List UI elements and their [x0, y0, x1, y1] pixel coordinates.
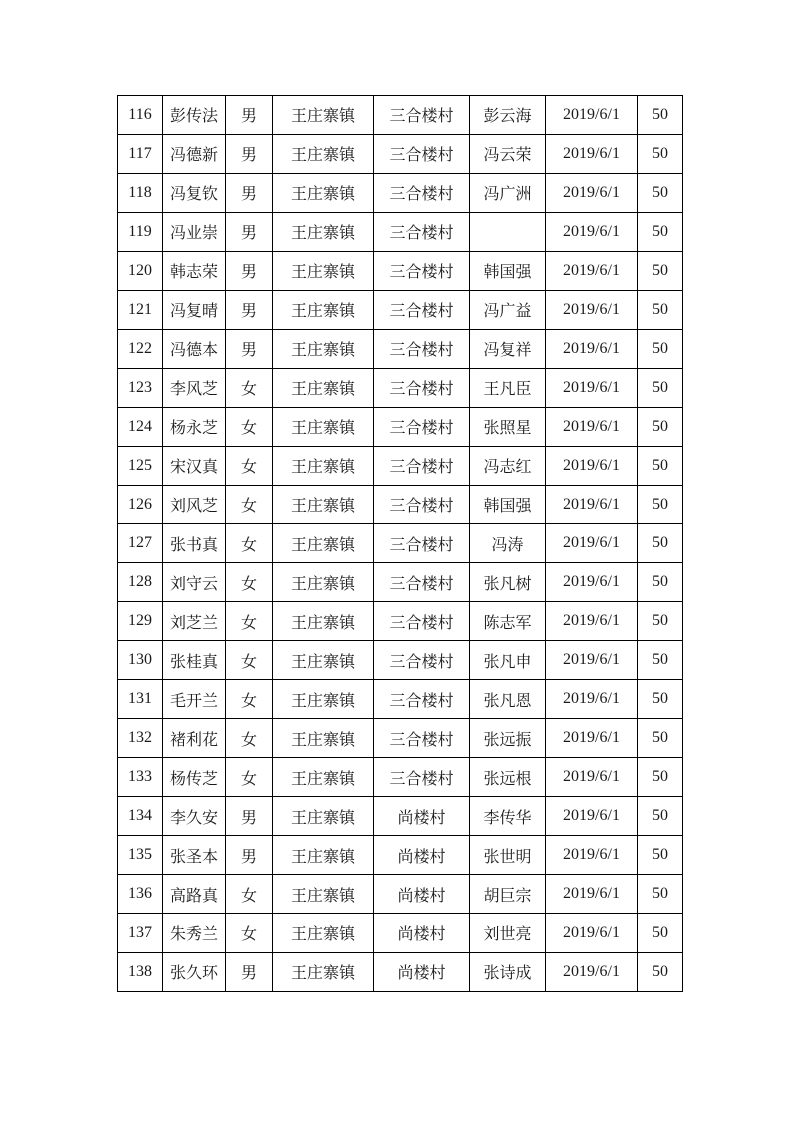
cell-serial-number: 138 [118, 952, 163, 991]
cell-person-name: 刘守云 [163, 563, 226, 602]
cell-person-name: 毛开兰 [163, 680, 226, 719]
cell-gender: 女 [226, 719, 273, 758]
cell-town: 王庄寨镇 [273, 329, 374, 368]
cell-date: 2019/6/1 [546, 485, 638, 524]
cell-town: 王庄寨镇 [273, 212, 374, 251]
cell-amount: 50 [638, 407, 683, 446]
cell-town: 王庄寨镇 [273, 680, 374, 719]
cell-amount: 50 [638, 524, 683, 563]
cell-amount: 50 [638, 329, 683, 368]
cell-date: 2019/6/1 [546, 290, 638, 329]
cell-relative-name: 冯广益 [470, 290, 546, 329]
cell-person-name: 张久环 [163, 952, 226, 991]
cell-village: 尚楼村 [374, 875, 470, 914]
table-row [118, 836, 683, 875]
cell-village: 三合楼村 [374, 641, 470, 680]
cell-town: 王庄寨镇 [273, 485, 374, 524]
cell-relative-name: 冯云荣 [470, 134, 546, 173]
cell-amount: 50 [638, 641, 683, 680]
table-row [118, 680, 683, 719]
cell-gender: 女 [226, 758, 273, 797]
cell-relative-name: 彭云海 [470, 96, 546, 135]
cell-amount: 50 [638, 96, 683, 135]
cell-date: 2019/6/1 [546, 680, 638, 719]
cell-serial-number: 131 [118, 680, 163, 719]
cell-amount: 50 [638, 251, 683, 290]
cell-person-name: 冯业崇 [163, 212, 226, 251]
cell-date: 2019/6/1 [546, 134, 638, 173]
cell-relative-name: 胡巨宗 [470, 875, 546, 914]
cell-relative-name: 冯广洲 [470, 173, 546, 212]
cell-serial-number: 136 [118, 875, 163, 914]
cell-date: 2019/6/1 [546, 96, 638, 135]
cell-serial-number: 122 [118, 329, 163, 368]
cell-person-name: 冯德本 [163, 329, 226, 368]
cell-serial-number: 120 [118, 251, 163, 290]
cell-serial-number: 135 [118, 836, 163, 875]
cell-serial-number: 121 [118, 290, 163, 329]
table-row [118, 212, 683, 251]
table-row [118, 758, 683, 797]
cell-amount: 50 [638, 914, 683, 953]
cell-date: 2019/6/1 [546, 836, 638, 875]
cell-gender: 女 [226, 446, 273, 485]
cell-person-name: 朱秀兰 [163, 914, 226, 953]
cell-town: 王庄寨镇 [273, 719, 374, 758]
cell-amount: 50 [638, 602, 683, 641]
cell-village: 三合楼村 [374, 680, 470, 719]
cell-amount: 50 [638, 797, 683, 836]
cell-gender: 女 [226, 914, 273, 953]
cell-village: 三合楼村 [374, 602, 470, 641]
cell-town: 王庄寨镇 [273, 96, 374, 135]
cell-date: 2019/6/1 [546, 407, 638, 446]
cell-gender: 女 [226, 407, 273, 446]
cell-gender: 男 [226, 329, 273, 368]
cell-town: 王庄寨镇 [273, 173, 374, 212]
cell-town: 王庄寨镇 [273, 758, 374, 797]
cell-village: 三合楼村 [374, 524, 470, 563]
table-row [118, 602, 683, 641]
cell-serial-number: 118 [118, 173, 163, 212]
cell-relative-name: 张远根 [470, 758, 546, 797]
cell-relative-name: 刘世亮 [470, 914, 546, 953]
table-row [118, 563, 683, 602]
cell-relative-name: 王凡臣 [470, 368, 546, 407]
table-row [118, 719, 683, 758]
table-row [118, 797, 683, 836]
cell-amount: 50 [638, 212, 683, 251]
cell-village: 三合楼村 [374, 96, 470, 135]
cell-gender: 男 [226, 134, 273, 173]
cell-village: 三合楼村 [374, 758, 470, 797]
table-row [118, 875, 683, 914]
cell-village: 尚楼村 [374, 952, 470, 991]
cell-town: 王庄寨镇 [273, 524, 374, 563]
cell-relative-name: 张凡申 [470, 641, 546, 680]
cell-amount: 50 [638, 836, 683, 875]
cell-serial-number: 126 [118, 485, 163, 524]
cell-gender: 男 [226, 173, 273, 212]
cell-village: 尚楼村 [374, 836, 470, 875]
cell-relative-name: 冯涛 [470, 524, 546, 563]
table-row [118, 407, 683, 446]
cell-date: 2019/6/1 [546, 446, 638, 485]
cell-town: 王庄寨镇 [273, 641, 374, 680]
cell-gender: 女 [226, 524, 273, 563]
cell-relative-name: 李传华 [470, 797, 546, 836]
cell-town: 王庄寨镇 [273, 952, 374, 991]
cell-serial-number: 128 [118, 563, 163, 602]
cell-amount: 50 [638, 173, 683, 212]
cell-relative-name: 张凡树 [470, 563, 546, 602]
cell-person-name: 张桂真 [163, 641, 226, 680]
cell-town: 王庄寨镇 [273, 251, 374, 290]
cell-town: 王庄寨镇 [273, 290, 374, 329]
cell-serial-number: 129 [118, 602, 163, 641]
records-table-body [118, 96, 683, 992]
cell-person-name: 冯德新 [163, 134, 226, 173]
cell-town: 王庄寨镇 [273, 446, 374, 485]
cell-gender: 女 [226, 485, 273, 524]
cell-date: 2019/6/1 [546, 758, 638, 797]
cell-relative-name: 张世明 [470, 836, 546, 875]
cell-village: 三合楼村 [374, 173, 470, 212]
cell-village: 尚楼村 [374, 914, 470, 953]
cell-village: 三合楼村 [374, 134, 470, 173]
cell-serial-number: 125 [118, 446, 163, 485]
cell-town: 王庄寨镇 [273, 563, 374, 602]
cell-person-name: 冯复晴 [163, 290, 226, 329]
cell-person-name: 韩志荣 [163, 251, 226, 290]
cell-relative-name: 张诗成 [470, 952, 546, 991]
cell-village: 三合楼村 [374, 329, 470, 368]
cell-gender: 女 [226, 680, 273, 719]
cell-relative-name: 冯复祥 [470, 329, 546, 368]
cell-village: 三合楼村 [374, 368, 470, 407]
table-row [118, 641, 683, 680]
cell-gender: 女 [226, 563, 273, 602]
cell-date: 2019/6/1 [546, 914, 638, 953]
cell-relative-name: 陈志军 [470, 602, 546, 641]
table-row [118, 485, 683, 524]
cell-gender: 男 [226, 952, 273, 991]
cell-gender: 男 [226, 797, 273, 836]
cell-village: 尚楼村 [374, 797, 470, 836]
cell-date: 2019/6/1 [546, 875, 638, 914]
cell-serial-number: 137 [118, 914, 163, 953]
table-row [118, 134, 683, 173]
cell-date: 2019/6/1 [546, 952, 638, 991]
cell-relative-name [470, 212, 546, 251]
cell-person-name: 高路真 [163, 875, 226, 914]
cell-date: 2019/6/1 [546, 563, 638, 602]
cell-amount: 50 [638, 719, 683, 758]
cell-person-name: 张书真 [163, 524, 226, 563]
cell-gender: 女 [226, 641, 273, 680]
cell-serial-number: 116 [118, 96, 163, 135]
cell-village: 三合楼村 [374, 485, 470, 524]
cell-gender: 男 [226, 212, 273, 251]
cell-person-name: 杨传芝 [163, 758, 226, 797]
cell-person-name: 张圣本 [163, 836, 226, 875]
cell-person-name: 刘芝兰 [163, 602, 226, 641]
cell-person-name: 杨永芝 [163, 407, 226, 446]
cell-amount: 50 [638, 446, 683, 485]
cell-town: 王庄寨镇 [273, 914, 374, 953]
cell-town: 王庄寨镇 [273, 407, 374, 446]
cell-person-name: 李风芝 [163, 368, 226, 407]
cell-village: 三合楼村 [374, 446, 470, 485]
cell-amount: 50 [638, 758, 683, 797]
cell-amount: 50 [638, 368, 683, 407]
cell-person-name: 彭传法 [163, 96, 226, 135]
cell-person-name: 刘风芝 [163, 485, 226, 524]
cell-date: 2019/6/1 [546, 641, 638, 680]
cell-date: 2019/6/1 [546, 797, 638, 836]
cell-amount: 50 [638, 563, 683, 602]
cell-village: 三合楼村 [374, 407, 470, 446]
cell-amount: 50 [638, 952, 683, 991]
cell-date: 2019/6/1 [546, 602, 638, 641]
cell-date: 2019/6/1 [546, 251, 638, 290]
cell-relative-name: 张远振 [470, 719, 546, 758]
cell-date: 2019/6/1 [546, 368, 638, 407]
cell-relative-name: 冯志红 [470, 446, 546, 485]
cell-gender: 男 [226, 96, 273, 135]
cell-relative-name: 韩国强 [470, 485, 546, 524]
cell-serial-number: 133 [118, 758, 163, 797]
cell-amount: 50 [638, 485, 683, 524]
cell-date: 2019/6/1 [546, 212, 638, 251]
cell-gender: 女 [226, 368, 273, 407]
cell-town: 王庄寨镇 [273, 836, 374, 875]
cell-person-name: 李久安 [163, 797, 226, 836]
cell-gender: 男 [226, 290, 273, 329]
cell-date: 2019/6/1 [546, 524, 638, 563]
cell-date: 2019/6/1 [546, 329, 638, 368]
cell-amount: 50 [638, 875, 683, 914]
cell-serial-number: 134 [118, 797, 163, 836]
table-row [118, 96, 683, 135]
cell-gender: 男 [226, 836, 273, 875]
table-row [118, 952, 683, 991]
cell-person-name: 冯复钦 [163, 173, 226, 212]
table-row [118, 290, 683, 329]
cell-date: 2019/6/1 [546, 719, 638, 758]
cell-relative-name: 韩国强 [470, 251, 546, 290]
records-table [117, 95, 683, 992]
cell-town: 王庄寨镇 [273, 134, 374, 173]
cell-amount: 50 [638, 134, 683, 173]
cell-town: 王庄寨镇 [273, 368, 374, 407]
cell-gender: 男 [226, 251, 273, 290]
table-row [118, 446, 683, 485]
cell-serial-number: 132 [118, 719, 163, 758]
cell-gender: 女 [226, 875, 273, 914]
cell-serial-number: 117 [118, 134, 163, 173]
cell-relative-name: 张凡恩 [470, 680, 546, 719]
cell-village: 三合楼村 [374, 563, 470, 602]
cell-amount: 50 [638, 680, 683, 719]
table-row [118, 173, 683, 212]
cell-person-name: 褚利花 [163, 719, 226, 758]
table-row [118, 329, 683, 368]
cell-relative-name: 张照星 [470, 407, 546, 446]
cell-serial-number: 127 [118, 524, 163, 563]
cell-person-name: 宋汉真 [163, 446, 226, 485]
cell-town: 王庄寨镇 [273, 875, 374, 914]
cell-serial-number: 123 [118, 368, 163, 407]
table-row [118, 251, 683, 290]
cell-village: 三合楼村 [374, 719, 470, 758]
cell-gender: 女 [226, 602, 273, 641]
cell-amount: 50 [638, 290, 683, 329]
cell-village: 三合楼村 [374, 212, 470, 251]
table-row [118, 368, 683, 407]
cell-village: 三合楼村 [374, 251, 470, 290]
cell-town: 王庄寨镇 [273, 797, 374, 836]
table-row [118, 524, 683, 563]
cell-date: 2019/6/1 [546, 173, 638, 212]
cell-serial-number: 130 [118, 641, 163, 680]
cell-serial-number: 119 [118, 212, 163, 251]
table-row [118, 914, 683, 953]
cell-town: 王庄寨镇 [273, 602, 374, 641]
cell-serial-number: 124 [118, 407, 163, 446]
cell-village: 三合楼村 [374, 290, 470, 329]
